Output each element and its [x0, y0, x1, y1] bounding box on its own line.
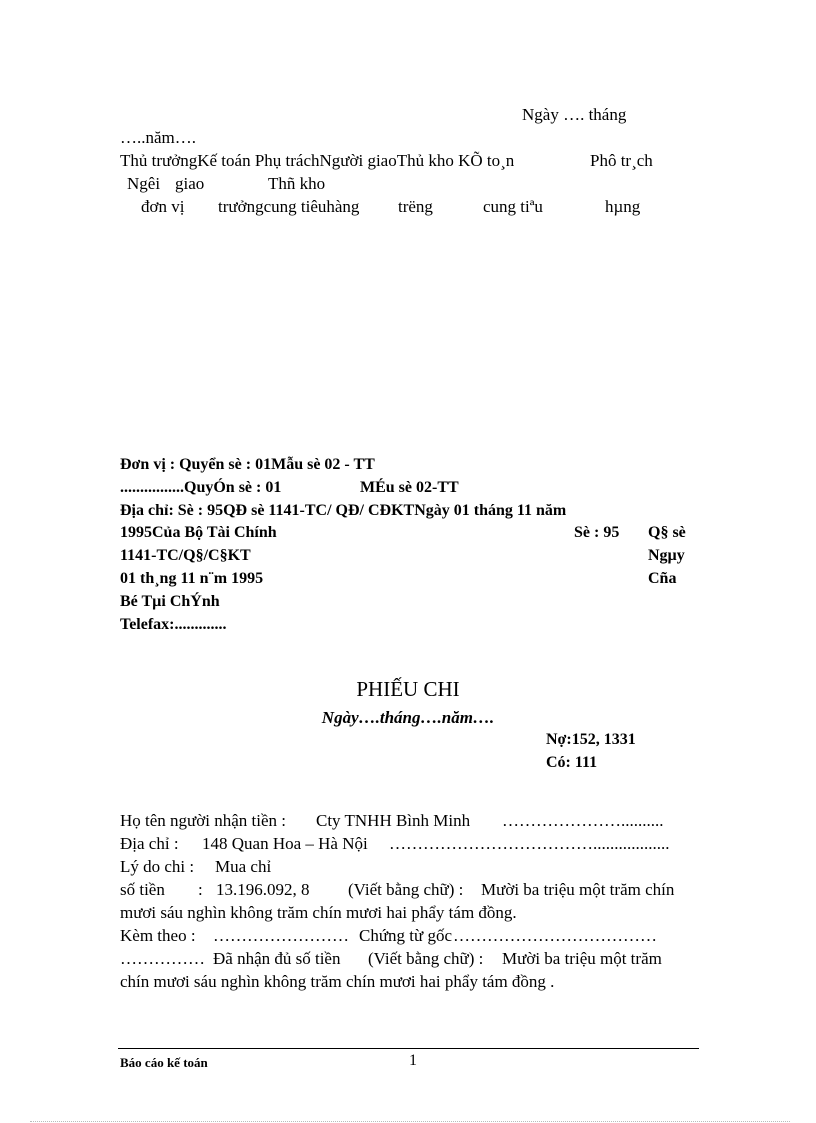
amount-value: 13.196.092, 8	[216, 880, 310, 899]
header-line6-right: Cña	[648, 570, 677, 587]
received-dots: ……………	[120, 949, 205, 968]
header-line4-right: Q§ sè	[648, 524, 686, 541]
header-line6: 01 th¸ng 11 n¨m 1995	[120, 570, 264, 587]
recipient-label: Họ tên người nhận tiền :	[120, 811, 286, 830]
sign-row2-c: Thñ kho	[268, 174, 326, 193]
attach-label: Kèm theo :	[120, 926, 196, 945]
page-edge-divider	[30, 1121, 790, 1122]
header-line8: Telefax:.............	[120, 616, 227, 633]
received-text: Đã nhận đủ số tiền	[213, 949, 341, 968]
footer-label: Báo cáo kế toán	[120, 1055, 208, 1070]
header-line7: Bé Tµi ChÝnh	[120, 593, 220, 610]
sign-row3-c: trëng	[398, 197, 433, 216]
footer-page-number: 1	[409, 1052, 417, 1069]
footer-rule	[118, 1048, 699, 1049]
attach-dots2: ………………………………	[453, 926, 657, 945]
amount-colon: :	[198, 880, 203, 899]
header-line5: 1141-TC/Q§/C§KT	[120, 547, 251, 564]
amount-words-1: Mười ba triệu một trăm chín	[481, 880, 675, 899]
sign-row1: Thủ trưởngKế toán Phụ tráchNgười giaoThủ kho KÕ to¸n	[120, 151, 515, 170]
header-line4: 1995Của Bộ Tài Chính	[120, 524, 277, 541]
attach-text: Chứng từ gốc	[359, 926, 453, 945]
sign-row3-d: cung tiªu	[483, 197, 543, 216]
sign-row2-b: giao	[175, 174, 205, 193]
voucher-title: PHIẾU CHI	[356, 677, 460, 701]
sign-row1-right: Phô tr¸ch	[590, 151, 653, 170]
received-words-label: (Viết bằng chữ) :	[368, 949, 484, 968]
header-line4-mid: Sè : 95	[574, 524, 620, 541]
sign-row3-a: đơn vị	[141, 197, 185, 216]
sign-date-line2: …..năm….	[120, 128, 197, 147]
recipient-dots: …………………..........	[502, 811, 664, 830]
attach-dots: ……………………	[213, 926, 349, 945]
amount-label: số tiền	[120, 880, 165, 899]
header-line2: ................QuyÓn sè : 01	[120, 479, 282, 496]
received-words-2: chín mươi sáu nghìn không trăm chín mươi hai phẩy tám đồng .	[120, 972, 555, 991]
header-line1: Đơn vị : Quyển sè : 01Mẫu sè 02 - TT	[120, 456, 375, 473]
sign-row2-a: Ngêi	[127, 174, 161, 193]
sign-date-line1: Ngày …. tháng	[522, 105, 627, 124]
address-dots: ………………………………..................	[389, 834, 670, 853]
received-words-1: Mười ba triệu một trăm	[502, 949, 662, 968]
address-label: Địa chỉ :	[120, 834, 179, 853]
voucher-debit: Nợ:152, 1331	[546, 731, 636, 748]
recipient-value: Cty TNHH Bình Minh	[316, 811, 471, 830]
reason-value: Mua chỉ	[215, 857, 272, 876]
header-line5-right: Ngµy	[648, 547, 685, 564]
reason-label: Lý do chi :	[120, 857, 195, 876]
sign-row3-b: trưởngcung tiêuhàng	[218, 197, 360, 216]
sign-row3-e: hµng	[605, 197, 641, 216]
header-line3: Địa chỉ: Sè : 95QĐ sè 1141-TC/ QĐ/ CĐKTNgày 01 tháng 11 năm	[120, 502, 567, 519]
header-line2-right: MÉu sè 02-TT	[360, 479, 459, 496]
voucher-credit: Có: 111	[546, 754, 598, 771]
voucher-date: Ngày….tháng….năm….	[321, 708, 495, 727]
amount-words-label: (Viết bằng chữ) :	[348, 880, 464, 899]
amount-words-2: mươi sáu nghìn không trăm chín mươi hai phẩy tám đồng.	[120, 903, 517, 922]
address-value: 148 Quan Hoa – Hà Nội	[202, 834, 368, 853]
